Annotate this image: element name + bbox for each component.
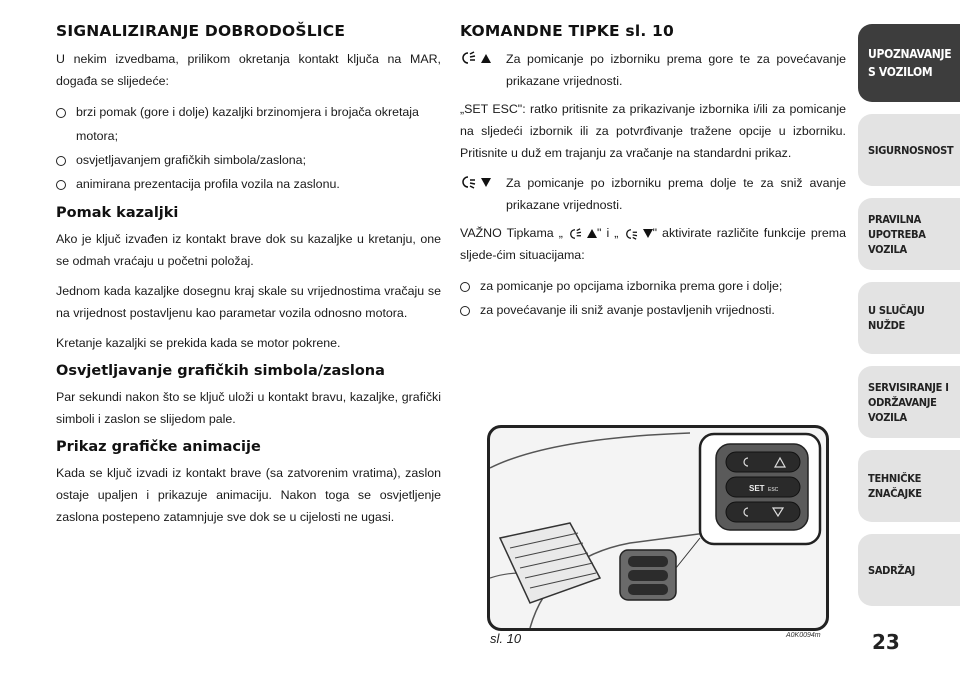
figure-code: A0K0094m [786, 632, 821, 639]
lighting-down-icon [624, 228, 638, 240]
bullet-circle-icon [56, 156, 66, 166]
lighting-down-icon [460, 175, 476, 189]
list-item: osvjetljavanjem grafičkih simbola/zaslona; [56, 148, 441, 172]
section-heading-animation: Prikaz grafičke animacije [56, 439, 261, 455]
bullet-circle-icon [460, 282, 470, 292]
tab-servisiranje-i-odrzavanje-vozila[interactable]: SERVISIRANJE I ODRŽAVANJE VOZILA [858, 366, 960, 438]
down-key-row [460, 172, 846, 216]
lighting-up-icon [568, 228, 582, 240]
bullet-circle-icon [460, 306, 470, 316]
esc-button-label: ESC [768, 487, 779, 493]
important-bullet-list [460, 274, 846, 322]
figure-dashboard-controls [487, 425, 829, 631]
tab-tehnicke-znacajke[interactable]: TEHNIČKE ZNAČAJKE [858, 450, 960, 522]
up-key-icons [460, 48, 506, 65]
left-column [56, 22, 441, 536]
down-key-text: Za pomicanje po izborniku prema dolje te za sniž avanje prikazane vrijednosti. [506, 176, 846, 212]
list-item: za pomicanje po opcijama izbornika prema gore i dolje; [460, 274, 846, 298]
page-number: 23 [872, 630, 900, 654]
lighting-up-icon [460, 51, 476, 65]
important-paragraph: VAŽNO Tipkama „ " i „ " aktivirate različite funkcije prema sljede-ćim situacijama: [460, 226, 846, 262]
tab-upoznavanje-s-vozilom[interactable]: UPOZNAVANJE S VOZILOM [858, 24, 960, 102]
section-heading-needles: Pomak kazaljki [56, 205, 179, 221]
chapter-sidebar [858, 24, 960, 618]
arrow-down-icon [643, 229, 653, 238]
welcome-title: SIGNALIZIRANJE DOBRODOŠLICE [56, 22, 346, 40]
control-buttons-title: KOMANDNE TIPKE sl. 10 [460, 22, 674, 40]
welcome-bullet-list [56, 100, 441, 196]
tab-sadrzaj[interactable]: SADRŽAJ [858, 534, 960, 606]
right-column [460, 22, 846, 324]
bullet-circle-icon [56, 180, 66, 190]
section-paragraph: Jednom kada kazaljke dosegnu kraj skale su vrijednostima vračaju se na vrijednost postavljenu kao parametar vozila odnosno motora. [56, 284, 441, 320]
tab-sigurnosnost[interactable]: SIGURNOSNOST [858, 114, 960, 186]
section-paragraph: Ako je ključ izvađen iz kontakt brave dok su kazaljke u kretanju, one se odmah vraćaju u početni položaj. [56, 232, 441, 268]
air-vent-illustration [500, 523, 600, 603]
down-key-icons [460, 172, 506, 189]
list-item: brzi pomak (gore i dolje) kazaljki brzinomjera i brojača okretaja motora; [56, 100, 441, 148]
arrow-up-icon [587, 229, 597, 238]
small-button-cluster [620, 550, 676, 600]
dashboard-illustration [490, 428, 826, 628]
section-paragraph: Kada se ključ izvadi iz kontakt brave (sa zatvorenim vratima), zaslon ostaje upaljen i prikazuje animaciju. Nakon toga se osvjetljenje zaslona postepeno zatamnjuje sve dok se u cijelosti ne ugasi. [56, 466, 441, 524]
section-heading-lighting: Osvjetljavanje grafičkih simbola/zaslona [56, 363, 385, 379]
section-paragraph: Par sekundi nakon što se ključ uloži u kontakt bravu, kazaljke, grafički simboli i zaslon se slijedom pale. [56, 390, 441, 426]
section-paragraph: Kretanje kazaljki se prekida kada se motor pokrene. [56, 336, 341, 350]
tab-pravilna-upotreba-vozila[interactable]: PRAVILNA UPOTREBA VOZILA [858, 198, 960, 270]
welcome-intro: U nekim izvedbama, prilikom okretanja kontakt ključa na MAR, događa se slijedeće: [56, 52, 441, 88]
up-key-row [460, 48, 846, 92]
set-button-label: SET [749, 484, 765, 493]
list-item: za povećavanje ili sniž avanje postavljenih vrijednosti. [460, 298, 846, 322]
arrow-up-icon [481, 54, 491, 63]
tab-u-slucaju-nuzde[interactable]: U SLUČAJU NUŽDE [858, 282, 960, 354]
figure-caption: sl. 10 [490, 631, 522, 646]
up-key-text: Za pomicanje po izborniku prema gore te za povećavanje prikazane vrijednosti. [506, 52, 846, 88]
set-esc-paragraph: „SET ESC": ratko pritisnite za prikazivanje izbornika i/ili za pomicanje na sljedeći izbornik ili za potvrđivanje tražene opcije u izborniku. Pritisnite u duž em trajanju za vračanje na standardni prikaz. [460, 102, 846, 160]
arrow-down-icon [481, 178, 491, 187]
list-item: animirana prezentacija profila vozila na zaslonu. [56, 172, 441, 196]
bullet-circle-icon [56, 108, 66, 118]
